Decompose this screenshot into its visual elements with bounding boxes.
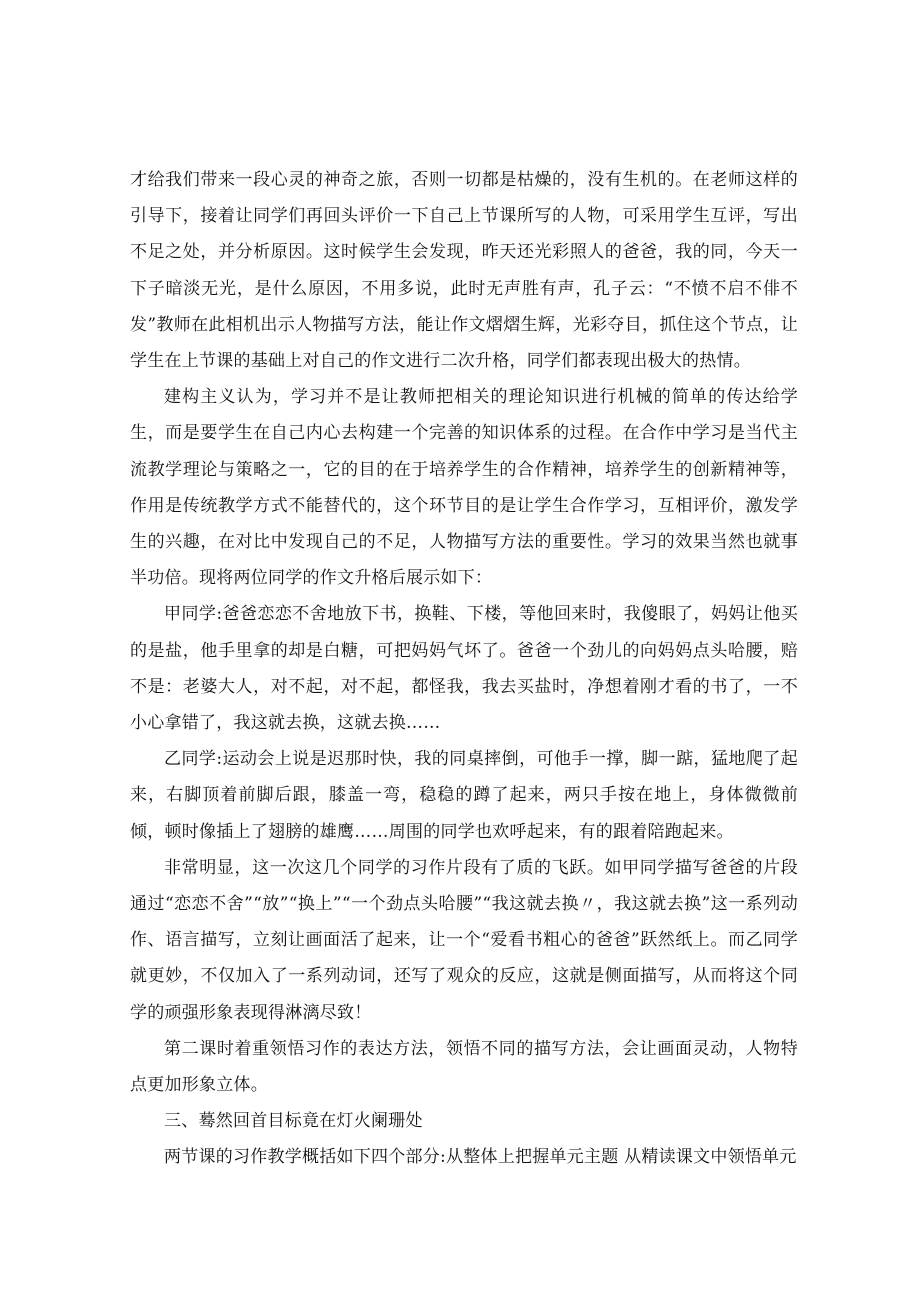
paragraph-continuation: 才给我们带来一段心灵的神奇之旅，否则一切都是枯燥的，没有生机的。在老师这样的引导下，接着让同学们再回头评价一下自己上节课所写的人物，可采用学生互评，写出不足之处，并分析原因。这时候学生会发现，昨天还光彩照人的爸爸，我的同，今天一下子暗淡无光，是什么原因，不用多说，此时无声胜有声，孔子云：“不愤不启不俳不发”教师在此相机出示人物描写方法，能让作文熠熠生辉，光彩夺目，抓住这个节点，让学生在上节课的基础上对自己的作文进行二次升格，同学们都表现出极大的热情。 — [130, 170, 798, 372]
body-text — [130, 162, 798, 1176]
paragraph-constructivism: 建构主义认为，学习并不是让教师把相关的理论知识进行机械的简单的传达给学生，而是要学生在自己内心去构建一个完善的知识体系的过程。在合作中学习是当代主流教学理论与策略之一，它的目的在于培养学生的合作精神，培养学生的创新精神等，作用是传统教学方式不能替代的，这个环节目的是让学生合作学习，互相评价，激发学生的兴趣，在对比中发现自己的不足，人物描写方法的重要性。学习的效果当然也就事半功倍。现将两位同学的作文升格后展示如下： — [130, 387, 798, 589]
paragraph-summary: 两节课的习作教学概括如下四个部分:从整体上把握单元主题 从精读课文中领悟单元 — [164, 1147, 797, 1168]
paragraph-student-b: 乙同学:运动会上说是迟那时快，我的同桌摔倒，可他手一撑，脚一踮，猛地爬了起来，右脚顶着前脚后跟，膝盖一弯，稳稳的蹲了起来，两只手按在地上，身体微微前倾，顿时像插上了翅膀的雄鹰……周围的同学也欢呼起来，有的跟着陪跑起来。 — [130, 749, 798, 842]
paragraph-student-a: 甲同学:爸爸恋恋不舍地放下书，换鞋、下楼，等他回来时，我傻眼了，妈妈让他买的是盐，他手里拿的却是白糖，可把妈妈气坏了。爸爸一个劲儿的向妈妈点头哈腰，赔不是：老婆大人，对不起，对不起，都怪我，我去买盐时，净想着刚才看的书了，一不小心拿错了，我这就去换，这就去换…… — [130, 604, 798, 734]
section-heading: 三、蓦然回首目标竟在灯火阑珊处 — [164, 1111, 423, 1132]
paragraph-analysis: 非常明显，这一次这几个同学的习作片段有了质的飞跃。如甲同学描写爸爸的片段通过“恋恋不舍”“放”“换上”“一个劲点头哈腰”“我这就去换〃，我这就去换”这一系列动作、语言描写，立刻让画面活了起来，让一个“爱看书粗心的爸爸”跃然纸上。而乙同学就更妙，不仅加入了一系列动词，还写了观众的反应，这就是侧面描写，从而将这个同学的顽强形象表现得淋漓尽致！ — [130, 857, 798, 1023]
paragraph-second-lesson: 第二课时着重领悟习作的表达方法，领悟不同的描写方法，会让画面灵动，人物特点更加形象立体。 — [130, 1038, 798, 1096]
